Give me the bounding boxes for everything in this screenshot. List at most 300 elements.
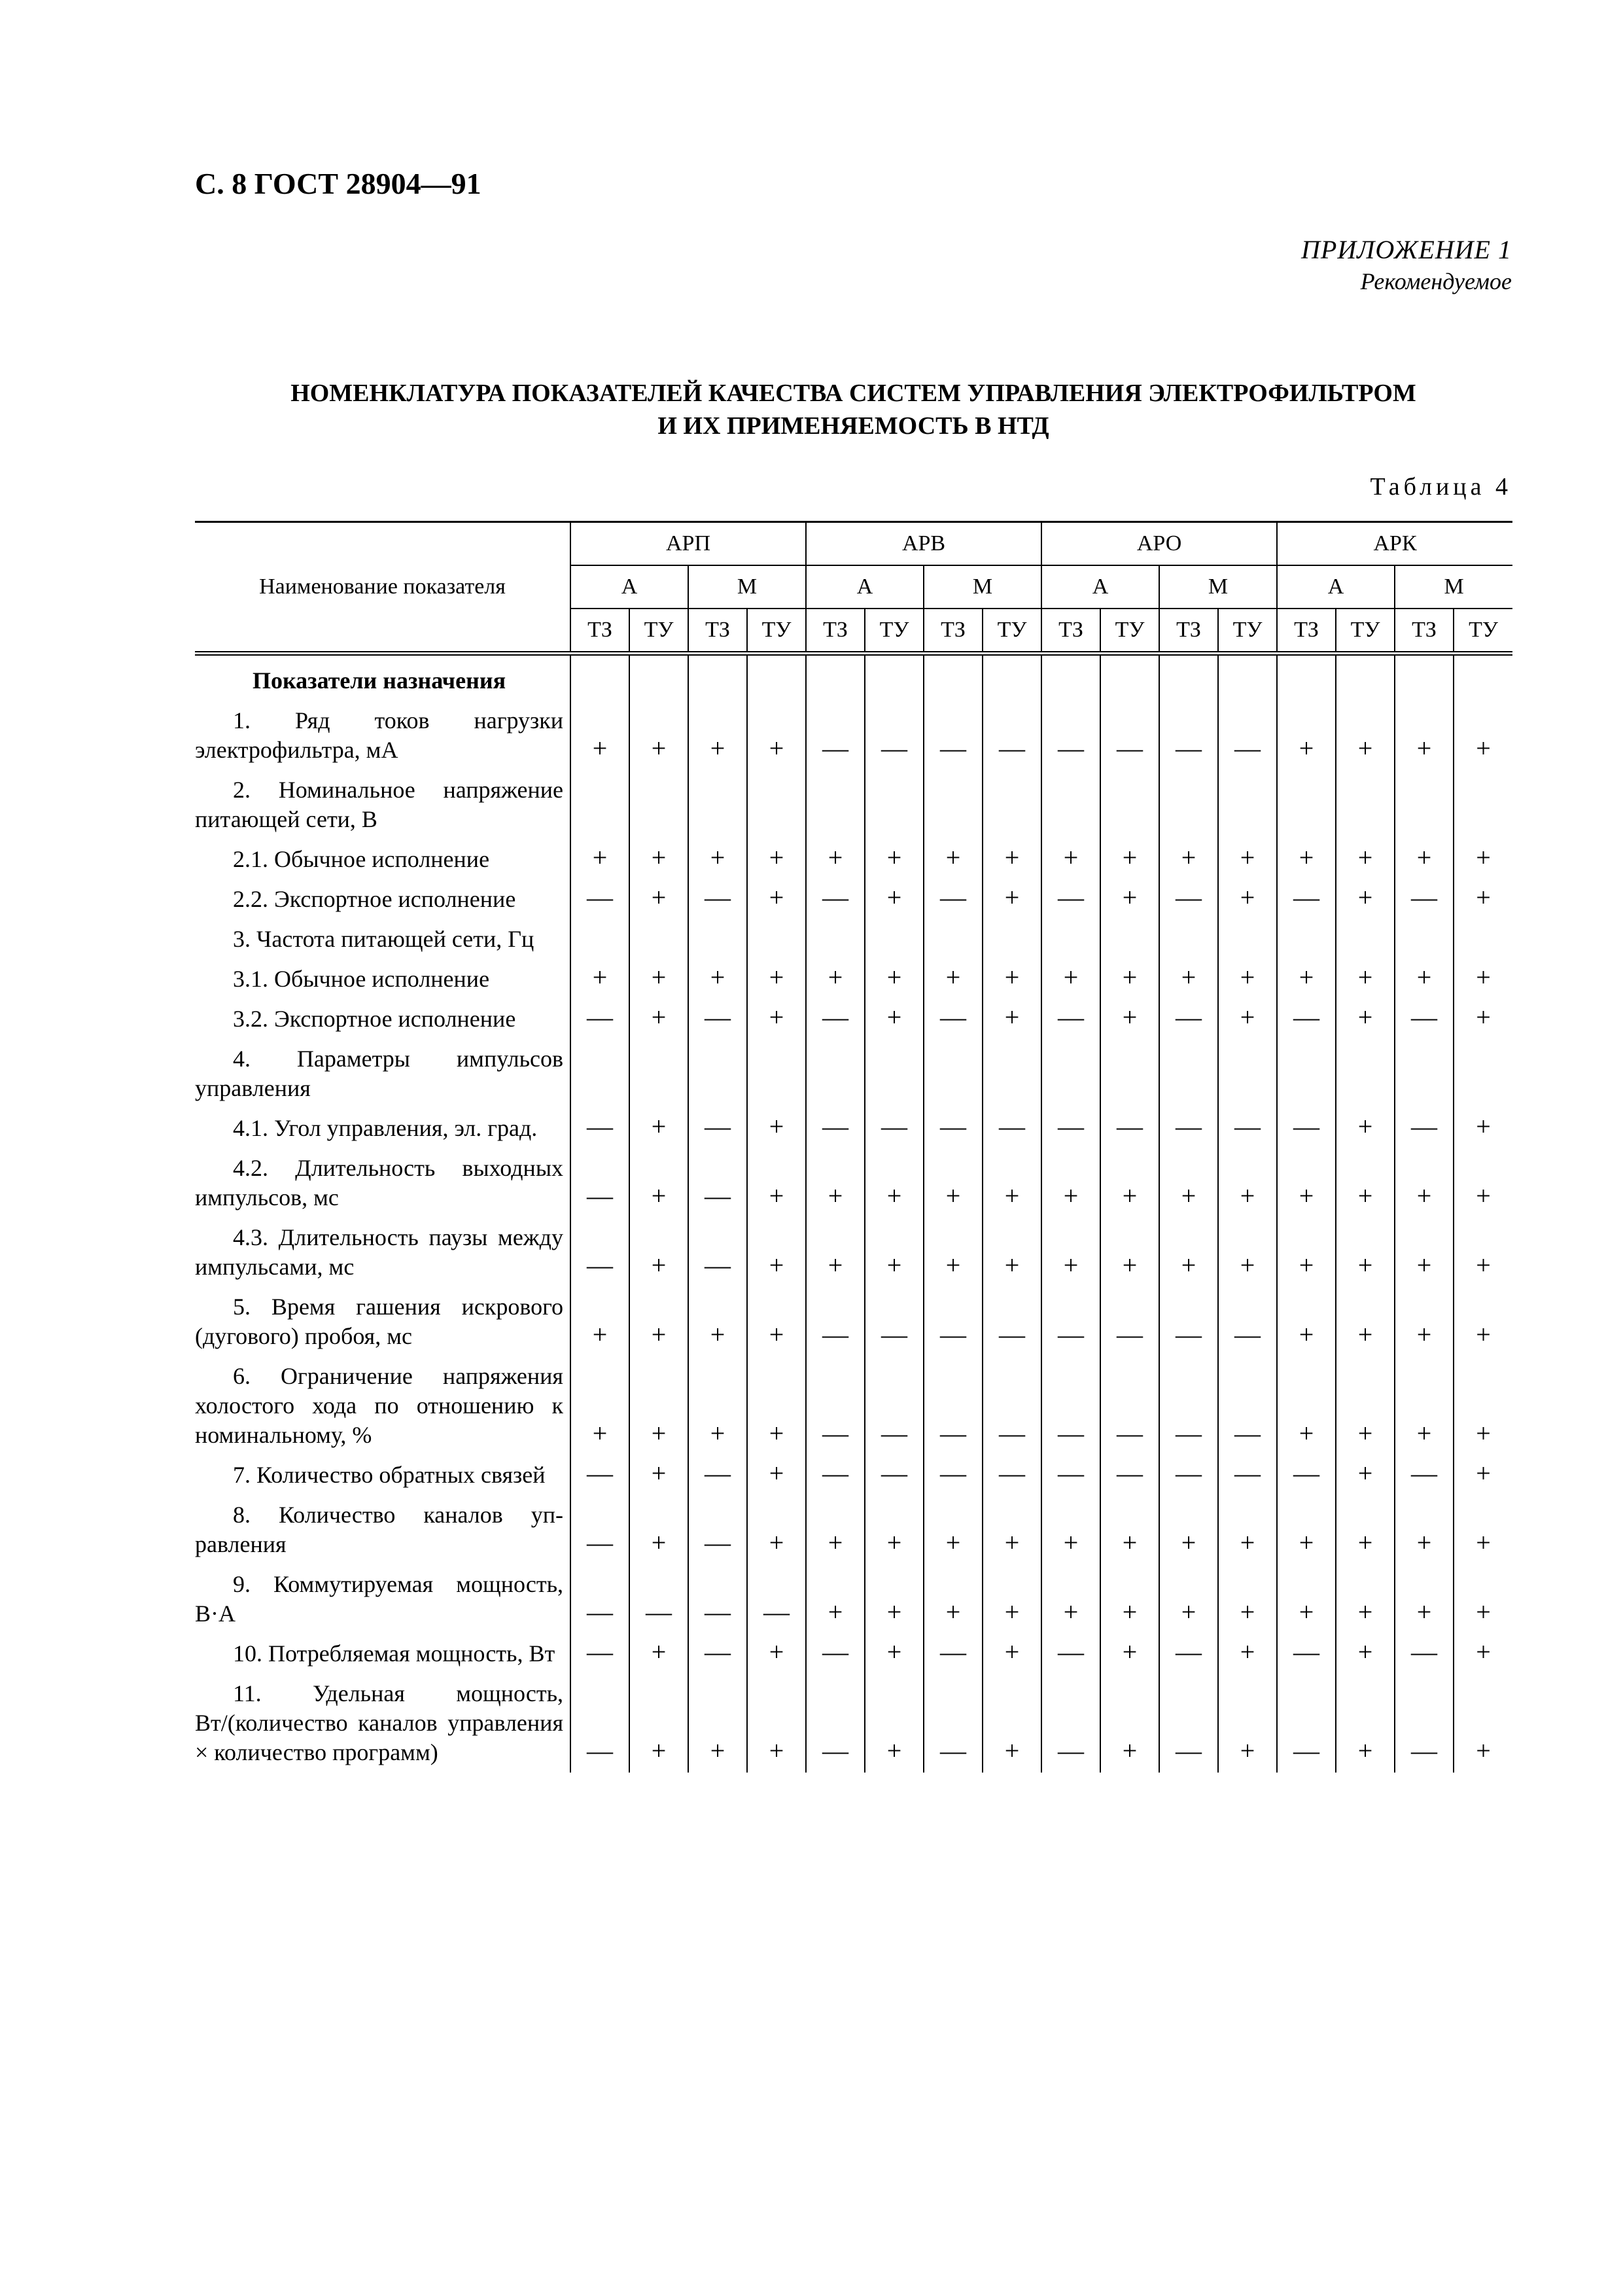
applicability-cell	[865, 919, 924, 959]
applicability-mark: —	[881, 1419, 908, 1448]
indicator-name-text: 2. Номинальное напряжение питающей сети, В	[195, 777, 563, 832]
applicability-cell	[983, 1455, 1041, 1495]
column-header-doc-type: ТУ	[1454, 609, 1512, 654]
applicability-mark: +	[651, 1419, 667, 1448]
applicability-mark: —	[822, 1458, 849, 1488]
appendix-number: ПРИЛОЖЕНИЕ 1	[1301, 235, 1512, 264]
indicator-name-text: 3. Частота питающей сети, Гц	[233, 926, 534, 952]
applicability-cell	[806, 770, 865, 839]
empty-cell	[570, 654, 629, 701]
applicability-mark: +	[1357, 843, 1373, 872]
applicability-cell	[983, 1148, 1041, 1218]
applicability-mark: +	[886, 883, 902, 912]
applicability-cell	[806, 1495, 865, 1564]
applicability-mark: +	[769, 843, 784, 872]
applicability-mark: —	[587, 883, 613, 912]
applicability-cell	[1336, 1356, 1395, 1455]
applicability-mark: +	[769, 1528, 784, 1557]
applicability-cell	[1454, 701, 1512, 770]
indicator-name	[195, 1287, 570, 1356]
applicability-cell	[688, 1455, 747, 1495]
table-row	[195, 1455, 1512, 1495]
applicability-cell	[1218, 879, 1277, 919]
applicability-mark: +	[1357, 1181, 1373, 1210]
applicability-mark: —	[1117, 733, 1143, 763]
applicability-cell	[1277, 1108, 1336, 1148]
applicability-cell	[1336, 1218, 1395, 1287]
applicability-mark: —	[822, 1320, 849, 1349]
table-row	[195, 1039, 1512, 1108]
applicability-cell	[1336, 1039, 1395, 1108]
applicability-mark: +	[1299, 1250, 1314, 1280]
applicability-cell	[924, 999, 983, 1039]
applicability-cell	[865, 1634, 924, 1674]
applicability-cell	[629, 1495, 688, 1564]
applicability-cell	[1041, 879, 1100, 919]
applicability-mark: —	[587, 1002, 613, 1032]
applicability-cell	[1100, 1148, 1159, 1218]
applicability-cell	[1041, 919, 1100, 959]
indicator-name	[195, 1634, 570, 1674]
applicability-cell	[1100, 1039, 1159, 1108]
indicator-name-text: 4.2. Длительность выходных импульсов, мс	[195, 1155, 563, 1210]
applicability-cell	[688, 1287, 747, 1356]
applicability-mark: —	[1058, 733, 1085, 763]
column-header-subgroup: М	[1395, 565, 1512, 609]
applicability-cell	[1041, 1356, 1100, 1455]
applicability-cell	[806, 1039, 865, 1108]
applicability-cell	[1395, 1634, 1454, 1674]
applicability-cell	[1100, 770, 1159, 839]
applicability-mark: —	[999, 1419, 1026, 1448]
applicability-cell	[629, 999, 688, 1039]
applicability-mark: —	[705, 1181, 731, 1210]
empty-cell	[865, 654, 924, 701]
applicability-cell	[1454, 1218, 1512, 1287]
applicability-mark: +	[1004, 883, 1020, 912]
table-row	[195, 1674, 1512, 1773]
indicator-name	[195, 701, 570, 770]
empty-cell	[1100, 654, 1159, 701]
applicability-cell	[1218, 1218, 1277, 1287]
applicability-cell	[1041, 1564, 1100, 1634]
applicability-mark: +	[769, 1112, 784, 1141]
applicability-cell	[983, 1564, 1041, 1634]
applicability-cell	[983, 770, 1041, 839]
applicability-cell	[1159, 959, 1218, 999]
column-header-doc-type: ТУ	[1218, 609, 1277, 654]
indicator-name-text: 4. Параметры импульсов управления	[195, 1046, 563, 1101]
applicability-cell	[924, 1287, 983, 1356]
applicability-cell	[1395, 1108, 1454, 1148]
table-row	[195, 1356, 1512, 1455]
applicability-mark: +	[1357, 1112, 1373, 1141]
applicability-mark: +	[1063, 1597, 1079, 1627]
applicability-mark: —	[1058, 1458, 1085, 1488]
applicability-mark: +	[1122, 1597, 1138, 1627]
applicability-mark: +	[1004, 1528, 1020, 1557]
indicator-name	[195, 1455, 570, 1495]
applicability-mark: +	[1240, 843, 1255, 872]
column-header-group: АРП	[570, 522, 806, 566]
applicability-cell	[806, 1218, 865, 1287]
empty-cell	[629, 654, 688, 701]
applicability-mark: —	[1234, 733, 1261, 763]
applicability-mark: +	[1416, 1181, 1432, 1210]
indicator-name	[195, 1674, 570, 1773]
applicability-mark: —	[1293, 1637, 1320, 1667]
applicability-mark: —	[881, 1112, 908, 1141]
applicability-cell	[1159, 1287, 1218, 1356]
applicability-mark: +	[592, 733, 608, 763]
applicability-mark: +	[1240, 1637, 1255, 1667]
applicability-mark: +	[1122, 1181, 1138, 1210]
table-row	[195, 919, 1512, 959]
applicability-cell	[1218, 1674, 1277, 1773]
appendix-status: Рекомендуемое	[1360, 268, 1512, 294]
applicability-mark: +	[1416, 843, 1432, 872]
indicator-name-text: 3.1. Обычное исполнение	[233, 966, 490, 992]
applicability-mark: —	[705, 1597, 731, 1627]
applicability-cell	[629, 839, 688, 879]
applicability-cell	[1100, 999, 1159, 1039]
indicator-name-text: 11. Удельная мощность, Вт/(количество каналов управления × количество программ)	[195, 1680, 563, 1765]
applicability-mark: +	[1476, 1458, 1491, 1488]
applicability-cell	[1336, 839, 1395, 879]
applicability-cell	[1159, 839, 1218, 879]
applicability-mark: +	[1357, 1528, 1373, 1557]
applicability-cell	[924, 1634, 983, 1674]
applicability-mark: —	[999, 1112, 1026, 1141]
column-header-doc-type: ТЗ	[1277, 609, 1336, 654]
applicability-cell	[1336, 701, 1395, 770]
applicability-cell	[747, 919, 806, 959]
indicator-name-text: 10. Потребляемая мощность, Вт	[233, 1640, 555, 1667]
applicability-cell	[983, 919, 1041, 959]
applicability-cell	[688, 999, 747, 1039]
applicability-mark: +	[1299, 1419, 1314, 1448]
column-header-subgroup: А	[1277, 565, 1395, 609]
applicability-mark: —	[1293, 883, 1320, 912]
applicability-mark: +	[1240, 1597, 1255, 1627]
applicability-mark: +	[651, 1112, 667, 1141]
applicability-mark: +	[592, 843, 608, 872]
applicability-cell	[983, 999, 1041, 1039]
applicability-cell	[747, 1495, 806, 1564]
applicability-mark: —	[1234, 1458, 1261, 1488]
applicability-mark: +	[651, 1736, 667, 1765]
applicability-cell	[983, 1634, 1041, 1674]
applicability-mark: —	[822, 1002, 849, 1032]
applicability-mark: —	[1117, 1112, 1143, 1141]
applicability-mark: +	[1004, 1736, 1020, 1765]
applicability-cell	[1395, 1356, 1454, 1455]
applicability-cell	[865, 839, 924, 879]
applicability-cell	[1277, 839, 1336, 879]
applicability-cell	[1218, 1495, 1277, 1564]
applicability-cell	[1454, 1455, 1512, 1495]
applicability-cell	[1159, 1495, 1218, 1564]
applicability-mark: +	[1357, 1419, 1373, 1448]
table-row	[195, 1634, 1512, 1674]
applicability-cell	[1395, 1148, 1454, 1218]
applicability-cell	[983, 1495, 1041, 1564]
column-header-doc-type: ТУ	[865, 609, 924, 654]
indicator-name-text: 2.2. Экспортное исполнение	[233, 886, 516, 912]
applicability-mark: +	[651, 883, 667, 912]
applicability-cell	[1218, 999, 1277, 1039]
column-header-doc-type: ТЗ	[688, 609, 747, 654]
empty-cell	[1395, 654, 1454, 701]
applicability-cell	[747, 1148, 806, 1218]
applicability-cell	[865, 999, 924, 1039]
applicability-cell	[1218, 770, 1277, 839]
applicability-mark: +	[1476, 1419, 1491, 1448]
applicability-mark: +	[651, 1320, 667, 1349]
applicability-mark: +	[828, 1528, 843, 1557]
applicability-mark: +	[769, 733, 784, 763]
applicability-cell	[806, 1564, 865, 1634]
applicability-cell	[747, 1674, 806, 1773]
column-header-doc-type: ТЗ	[806, 609, 865, 654]
applicability-cell	[1159, 999, 1218, 1039]
applicability-mark: —	[587, 1181, 613, 1210]
applicability-cell	[1395, 1564, 1454, 1634]
applicability-cell	[1159, 1039, 1218, 1108]
applicability-mark: +	[1063, 1181, 1079, 1210]
applicability-mark: +	[651, 843, 667, 872]
applicability-mark: —	[999, 1320, 1026, 1349]
applicability-cell	[629, 1564, 688, 1634]
applicability-mark: +	[769, 1002, 784, 1032]
applicability-cell	[1100, 919, 1159, 959]
applicability-cell	[1159, 1356, 1218, 1455]
applicability-cell	[1218, 1108, 1277, 1148]
applicability-cell	[1041, 1287, 1100, 1356]
applicability-cell	[1277, 999, 1336, 1039]
applicability-cell	[629, 1148, 688, 1218]
applicability-cell	[1395, 1287, 1454, 1356]
applicability-cell	[1100, 1218, 1159, 1287]
applicability-cell	[865, 770, 924, 839]
applicability-cell	[1336, 999, 1395, 1039]
applicability-cell	[1218, 959, 1277, 999]
applicability-cell	[688, 1495, 747, 1564]
applicability-cell	[865, 1674, 924, 1773]
applicability-cell	[983, 1108, 1041, 1148]
applicability-cell	[865, 879, 924, 919]
applicability-cell	[570, 1148, 629, 1218]
empty-cell	[747, 654, 806, 701]
applicability-cell	[1336, 770, 1395, 839]
indicator-name	[195, 919, 570, 959]
applicability-cell	[570, 959, 629, 999]
applicability-cell	[865, 1495, 924, 1564]
empty-cell	[1041, 654, 1100, 701]
applicability-cell	[806, 1148, 865, 1218]
applicability-mark: +	[1416, 1597, 1432, 1627]
column-header-doc-type: ТУ	[983, 609, 1041, 654]
applicability-cell	[1277, 701, 1336, 770]
applicability-cell	[688, 1564, 747, 1634]
applicability-mark: +	[886, 1528, 902, 1557]
applicability-mark: +	[1240, 1528, 1255, 1557]
applicability-mark: +	[769, 883, 784, 912]
applicability-mark: —	[1411, 883, 1438, 912]
applicability-mark: +	[1240, 1736, 1255, 1765]
applicability-cell	[747, 959, 806, 999]
indicator-name-text: 7. Количество обратных связей	[233, 1462, 546, 1488]
applicability-cell	[1218, 1455, 1277, 1495]
applicability-mark: +	[945, 1181, 961, 1210]
applicability-cell	[747, 1287, 806, 1356]
applicability-mark: —	[587, 1250, 613, 1280]
applicability-cell	[1041, 701, 1100, 770]
applicability-cell	[806, 959, 865, 999]
applicability-cell	[1336, 1495, 1395, 1564]
applicability-mark: +	[1476, 733, 1491, 763]
applicability-mark: +	[1357, 733, 1373, 763]
applicability-cell	[983, 839, 1041, 879]
applicability-mark: +	[828, 1597, 843, 1627]
applicability-cell	[1454, 839, 1512, 879]
applicability-cell	[629, 1287, 688, 1356]
applicability-mark: +	[710, 733, 725, 763]
applicability-cell	[747, 1218, 806, 1287]
applicability-mark: +	[1476, 1528, 1491, 1557]
applicability-cell	[570, 1356, 629, 1455]
applicability-cell	[1454, 770, 1512, 839]
applicability-cell	[747, 999, 806, 1039]
applicability-mark: +	[710, 843, 725, 872]
applicability-cell	[806, 839, 865, 879]
applicability-cell	[747, 1039, 806, 1108]
applicability-cell	[1277, 959, 1336, 999]
applicability-cell	[1159, 770, 1218, 839]
applicability-cell	[1100, 1564, 1159, 1634]
applicability-cell	[1041, 1455, 1100, 1495]
applicability-mark: +	[592, 963, 608, 992]
applicability-mark: —	[822, 883, 849, 912]
empty-cell	[1454, 654, 1512, 701]
applicability-mark: +	[651, 1458, 667, 1488]
applicability-cell	[629, 919, 688, 959]
applicability-cell	[924, 1218, 983, 1287]
applicability-cell	[1277, 1634, 1336, 1674]
applicability-cell	[1218, 1287, 1277, 1356]
applicability-cell	[1454, 1674, 1512, 1773]
applicability-mark: —	[881, 1458, 908, 1488]
applicability-cell	[570, 1287, 629, 1356]
applicability-cell	[983, 1039, 1041, 1108]
column-header-doc-type: ТУ	[1336, 609, 1395, 654]
applicability-cell	[570, 879, 629, 919]
applicability-mark: —	[999, 733, 1026, 763]
applicability-mark: —	[1411, 1002, 1438, 1032]
applicability-cell	[1277, 1218, 1336, 1287]
indicator-name	[195, 999, 570, 1039]
applicability-cell	[865, 701, 924, 770]
applicability-cell	[806, 879, 865, 919]
applicability-cell	[1454, 1495, 1512, 1564]
applicability-mark: —	[940, 1419, 967, 1448]
applicability-cell	[1336, 879, 1395, 919]
applicability-mark: +	[1004, 1597, 1020, 1627]
applicability-cell	[570, 1218, 629, 1287]
applicability-cell	[806, 701, 865, 770]
applicability-cell	[1100, 701, 1159, 770]
applicability-cell	[924, 1495, 983, 1564]
applicability-mark: —	[1176, 1637, 1202, 1667]
applicability-cell	[865, 1356, 924, 1455]
applicability-cell	[1159, 701, 1218, 770]
title-line-1: НОМЕНКЛАТУРА ПОКАЗАТЕЛЕЙ КАЧЕСТВА СИСТЕМ УПРАВЛЕНИЯ ЭЛЕКТРОФИЛЬТРОМ	[290, 380, 1416, 407]
applicability-cell	[983, 1356, 1041, 1455]
applicability-mark: —	[1234, 1419, 1261, 1448]
table-row	[195, 999, 1512, 1039]
applicability-cell	[1454, 919, 1512, 959]
applicability-cell	[983, 1287, 1041, 1356]
applicability-mark: —	[705, 1112, 731, 1141]
applicability-cell	[865, 1455, 924, 1495]
applicability-cell	[570, 1674, 629, 1773]
applicability-mark: —	[1176, 1736, 1202, 1765]
applicability-mark: +	[1299, 733, 1314, 763]
applicability-mark: +	[886, 843, 902, 872]
table-row	[195, 1108, 1512, 1148]
section-row	[195, 654, 1512, 701]
applicability-cell	[747, 1108, 806, 1148]
applicability-cell	[1336, 1455, 1395, 1495]
applicability-cell	[1100, 879, 1159, 919]
appendix-label	[1301, 234, 1512, 295]
applicability-mark: +	[828, 1250, 843, 1280]
applicability-mark: +	[1357, 1597, 1373, 1627]
applicability-cell	[983, 1674, 1041, 1773]
table-row	[195, 959, 1512, 999]
applicability-mark: —	[705, 1250, 731, 1280]
applicability-mark: +	[1416, 733, 1432, 763]
applicability-mark: +	[1476, 1320, 1491, 1349]
applicability-mark: +	[1416, 1320, 1432, 1349]
applicability-cell	[570, 1039, 629, 1108]
applicability-cell	[1041, 1634, 1100, 1674]
applicability-cell	[1041, 959, 1100, 999]
applicability-mark: —	[940, 1458, 967, 1488]
applicability-cell	[1041, 1148, 1100, 1218]
applicability-mark: —	[881, 1320, 908, 1349]
applicability-cell	[688, 879, 747, 919]
applicability-mark: +	[1476, 1597, 1491, 1627]
page-header: С. 8 ГОСТ 28904—91	[195, 167, 481, 200]
indicator-name	[195, 1495, 570, 1564]
applicability-cell	[1100, 1287, 1159, 1356]
applicability-mark: +	[651, 1181, 667, 1210]
applicability-cell	[629, 1356, 688, 1455]
applicability-cell	[1041, 1218, 1100, 1287]
indicator-name-text: 2.1. Обычное исполнение	[233, 846, 490, 872]
applicability-mark: +	[1122, 1250, 1138, 1280]
indicator-name-text: 4.1. Угол управления, эл. град.	[233, 1115, 538, 1141]
applicability-cell	[865, 1148, 924, 1218]
column-header-group: АРВ	[806, 522, 1041, 566]
applicability-cell	[1454, 1108, 1512, 1148]
applicability-cell	[688, 1218, 747, 1287]
applicability-mark: —	[1293, 1112, 1320, 1141]
applicability-cell	[629, 879, 688, 919]
applicability-mark: +	[828, 963, 843, 992]
applicability-cell	[1395, 701, 1454, 770]
